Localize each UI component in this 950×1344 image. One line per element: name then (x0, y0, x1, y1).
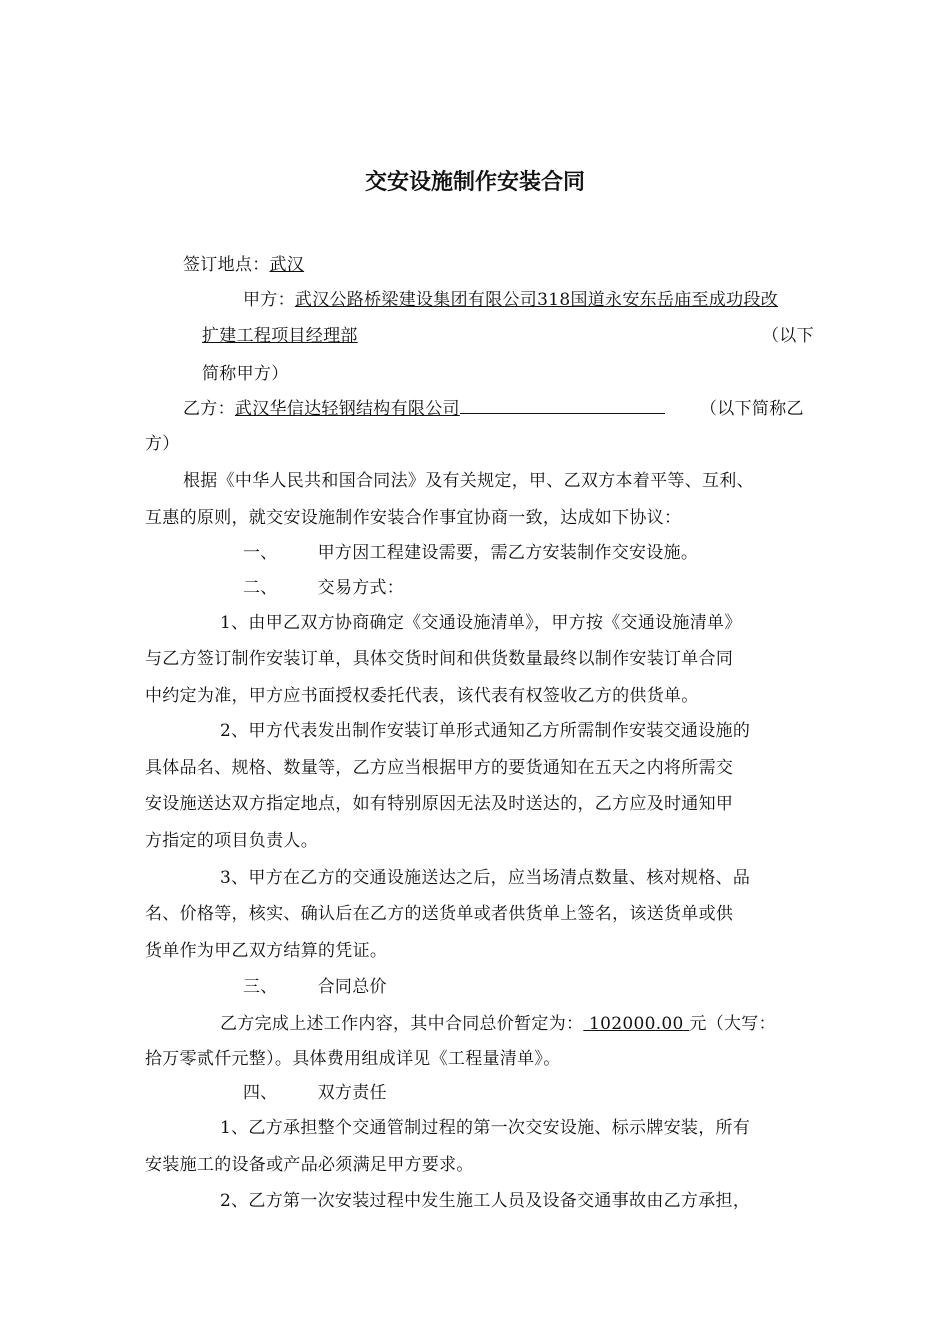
section-number: 一、 (243, 543, 278, 563)
clause-line: 2、乙方第一次安装过程中发生施工人员及设备交通事故由乙方承担， (220, 1191, 751, 1211)
signing-place-label: 签订地点： (183, 255, 270, 275)
clause-line: 中约定为准，甲方应书面授权委托代表，该代表有权签收乙方的供货单。 (145, 686, 699, 706)
clause-line: 方指定的项目负责人。 (145, 831, 318, 851)
clause-line: 与乙方签订制作安装订单，具体交货时间和供货数量最终以制作安装订单合同 (145, 649, 734, 669)
party-b-name: 武汉华信达轻钢结构有限公司 (234, 399, 460, 419)
party-b-label: 乙方： (183, 399, 235, 419)
party-a-line2 (202, 324, 358, 348)
party-b-suffix1: （以下简称乙 (700, 399, 804, 419)
clause-line: 名、价格等，核实、确认后在乙方的送货单或者供货单上签名，该送货单或供 (145, 904, 734, 924)
section-3 (243, 975, 387, 999)
clause-line: 1、乙方承担整个交通管制过程的第一次交安设施、标示牌安装，所有 (220, 1118, 751, 1138)
clause-line: 2、甲方代表发出制作安装订单形式通知乙方所需制作安装交通设施的 (220, 721, 751, 741)
party-a-name-line2: 扩建工程项目经理部 (202, 326, 358, 346)
section-number: 四、 (243, 1083, 278, 1103)
section-text: 合同总价 (317, 977, 387, 997)
party-a-line1 (243, 288, 778, 312)
clause-line: 3、甲方在乙方的交通设施送达之后，应当场清点数量、核对规格、品 (220, 868, 751, 888)
section-text: 交易方式： (317, 578, 405, 598)
price-suffix: 元（大写： (689, 1014, 776, 1034)
party-b-blank (460, 397, 665, 414)
party-a-label: 甲方： (243, 290, 295, 310)
price-line2: 拾万零贰仟元整）。具体费用组成详见《工程量清单》。 (145, 1049, 561, 1069)
document-title: 交安设施制作安装合同 (364, 170, 585, 195)
clause-line: 1、由甲乙双方协商确定《交通设施清单》，甲方按《交通设施清单》 (220, 613, 742, 633)
party-a-name-line1: 武汉公路桥梁建设集团有限公司318国道永安东岳庙至成功段改 (294, 290, 779, 310)
price-line1 (220, 1012, 776, 1036)
clause-line: 安设施送达双方指定地点，如有特别原因无法及时送达的，乙方应及时通知甲 (145, 794, 734, 814)
section-number: 二、 (243, 578, 278, 598)
party-b-suffix2: 方） (145, 434, 180, 454)
section-2 (243, 576, 404, 600)
clause-line: 具体品名、规格、数量等，乙方应当根据甲方的要货通知在五天之内将所需交 (145, 758, 734, 778)
clause-line: 货单作为甲乙双方结算的凭证。 (145, 941, 388, 961)
section-4 (243, 1081, 387, 1105)
section-text: 甲方因工程建设需要，需乙方安装制作交安设施。 (317, 543, 699, 563)
party-b-line1 (183, 397, 665, 421)
party-a-suffix2: 简称甲方） (202, 364, 289, 384)
preamble-line: 互惠的原则，就交安设施制作安装合作事宜协商一致，达成如下协议： (145, 508, 682, 528)
section-text: 双方责任 (317, 1083, 387, 1103)
clause-line: 安装施工的设备或产品必须满足甲方要求。 (145, 1155, 474, 1175)
signing-place (183, 253, 304, 277)
preamble-line: 根据《中华人民共和国合同法》及有关规定，甲、乙双方本着平等、互利、 (183, 471, 754, 491)
section-1 (243, 541, 698, 565)
signing-place-value: 武汉 (269, 255, 305, 275)
price-prefix: 乙方完成上述工作内容，其中合同总价暂定为： (220, 1014, 584, 1034)
section-number: 三、 (243, 977, 278, 997)
party-a-suffix1: （以下 (762, 326, 814, 346)
price-amount: 102000.00 (589, 1014, 684, 1034)
